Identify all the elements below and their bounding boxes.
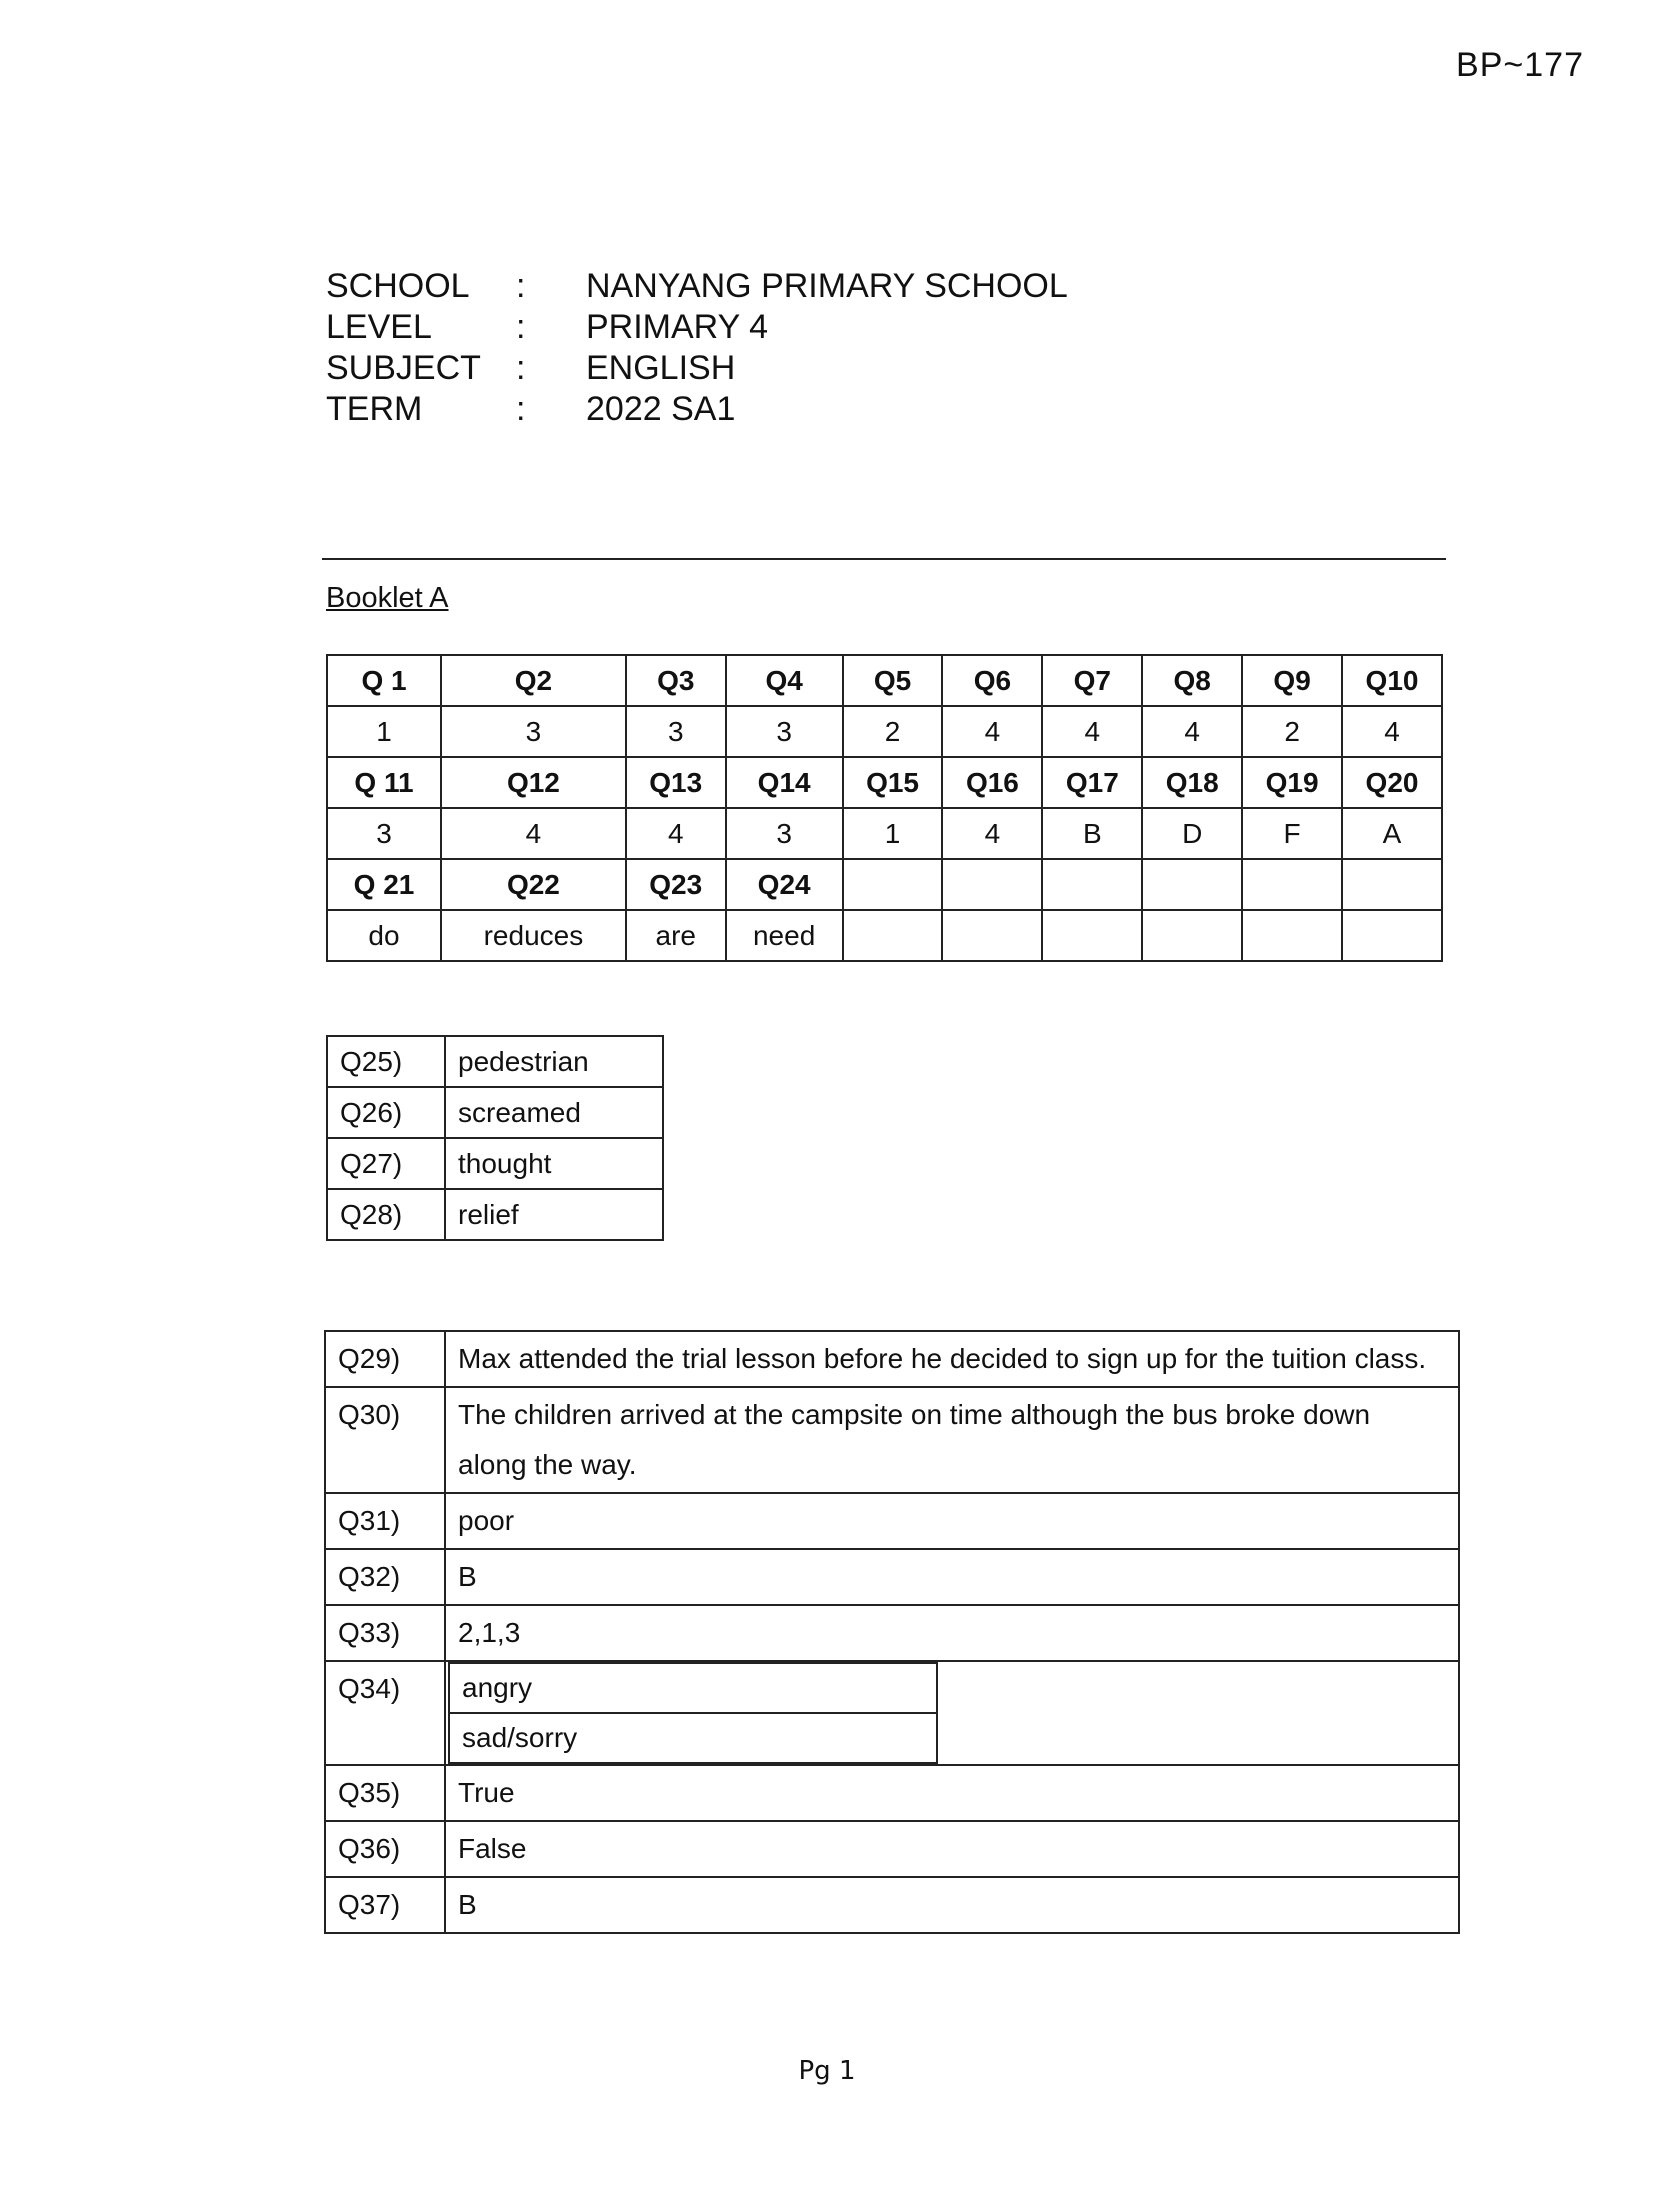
table-row bbox=[327, 1189, 663, 1240]
question-number: Q 21 bbox=[327, 859, 441, 910]
answer-cell: 3 bbox=[726, 706, 843, 757]
answer-cell: B bbox=[445, 1549, 1459, 1605]
info-value: PRIMARY 4 bbox=[586, 308, 769, 346]
answer-cell bbox=[1342, 910, 1442, 961]
answer-cell: poor bbox=[445, 1493, 1459, 1549]
question-number: Q16 bbox=[942, 757, 1042, 808]
answer-cell: are bbox=[626, 910, 726, 961]
answer-cell: pedestrian bbox=[445, 1036, 663, 1087]
table-row bbox=[325, 1549, 1459, 1605]
question-number: Q17 bbox=[1042, 757, 1142, 808]
table-row bbox=[327, 1036, 663, 1087]
question-number: Q 1 bbox=[327, 655, 441, 706]
answer-cell: 4 bbox=[942, 808, 1042, 859]
answer-cell bbox=[843, 910, 943, 961]
question-number: Q33) bbox=[325, 1605, 445, 1661]
question-number: Q9 bbox=[1242, 655, 1342, 706]
answer-cell: 3 bbox=[726, 808, 843, 859]
question-number: Q5 bbox=[843, 655, 943, 706]
question-number: Q10 bbox=[1342, 655, 1442, 706]
question-number bbox=[1342, 859, 1442, 910]
question-number: Q34) bbox=[325, 1661, 445, 1765]
question-number: Q26) bbox=[327, 1087, 445, 1138]
table-row bbox=[325, 1661, 1459, 1765]
table-row bbox=[327, 757, 1442, 808]
table-row bbox=[327, 655, 1442, 706]
question-number: Q3 bbox=[626, 655, 726, 706]
answer-cell: 2 bbox=[1242, 706, 1342, 757]
booklet-title: Booklet A bbox=[326, 582, 449, 614]
answer-cell: 1 bbox=[843, 808, 943, 859]
info-label: TERM bbox=[326, 390, 423, 428]
answer-cell: reduces bbox=[441, 910, 626, 961]
answer-cell: 3 bbox=[626, 706, 726, 757]
question-number: Q14 bbox=[726, 757, 843, 808]
answer-cell: 2 bbox=[843, 706, 943, 757]
question-number: Q12 bbox=[441, 757, 626, 808]
answer-cell: F bbox=[1242, 808, 1342, 859]
info-row-level bbox=[326, 307, 1068, 348]
vocab-table bbox=[326, 1035, 664, 1241]
question-number bbox=[1142, 859, 1242, 910]
question-number: Q7 bbox=[1042, 655, 1142, 706]
answer-cell: sad/sorry bbox=[449, 1713, 937, 1763]
question-number: Q27) bbox=[327, 1138, 445, 1189]
divider-rule bbox=[322, 558, 1446, 560]
question-number: Q18 bbox=[1142, 757, 1242, 808]
table-row bbox=[325, 1493, 1459, 1549]
table-row bbox=[327, 859, 1442, 910]
info-colon: : bbox=[516, 308, 526, 346]
answers-table bbox=[324, 1330, 1460, 1934]
info-row-school bbox=[326, 266, 1068, 307]
table-row bbox=[449, 1713, 937, 1763]
question-number: Q 11 bbox=[327, 757, 441, 808]
table-row bbox=[325, 1331, 1459, 1387]
question-number: Q13 bbox=[626, 757, 726, 808]
question-number bbox=[1042, 859, 1142, 910]
table-row bbox=[325, 1821, 1459, 1877]
question-number: Q22 bbox=[441, 859, 626, 910]
answer-cell bbox=[1242, 910, 1342, 961]
table-row bbox=[327, 1087, 663, 1138]
question-number: Q8 bbox=[1142, 655, 1242, 706]
question-number: Q4 bbox=[726, 655, 843, 706]
question-number bbox=[843, 859, 943, 910]
question-number bbox=[1242, 859, 1342, 910]
answer-cell: True bbox=[445, 1765, 1459, 1821]
answer-cell: 3 bbox=[327, 808, 441, 859]
info-label: SCHOOL bbox=[326, 267, 470, 305]
answer-cell: A bbox=[1342, 808, 1442, 859]
answer-cell bbox=[942, 910, 1042, 961]
answer-cell: 3 bbox=[441, 706, 626, 757]
answer-cell: need bbox=[726, 910, 843, 961]
answer-cell: B bbox=[1042, 808, 1142, 859]
answer-cell: 4 bbox=[1342, 706, 1442, 757]
question-number: Q31) bbox=[325, 1493, 445, 1549]
info-value: 2022 SA1 bbox=[586, 390, 736, 428]
page-number: Pg 1 bbox=[798, 2056, 856, 2086]
info-value: ENGLISH bbox=[586, 349, 736, 387]
answer-cell: screamed bbox=[445, 1087, 663, 1138]
info-value: NANYANG PRIMARY SCHOOL bbox=[586, 267, 1068, 305]
question-number: Q15 bbox=[843, 757, 943, 808]
question-number: Q37) bbox=[325, 1877, 445, 1933]
question-number: Q20 bbox=[1342, 757, 1442, 808]
question-number: Q6 bbox=[942, 655, 1042, 706]
answer-cell: 1 bbox=[327, 706, 441, 757]
q34-subtable bbox=[448, 1662, 938, 1764]
answer-cell bbox=[1142, 910, 1242, 961]
info-colon: : bbox=[516, 349, 526, 387]
table-row bbox=[325, 1605, 1459, 1661]
question-number: Q19 bbox=[1242, 757, 1342, 808]
answer-cell bbox=[1042, 910, 1142, 961]
answer-cell: D bbox=[1142, 808, 1242, 859]
answer-cell: 4 bbox=[1042, 706, 1142, 757]
question-number: Q2 bbox=[441, 655, 626, 706]
info-row-subject bbox=[326, 348, 1068, 389]
answer-cell: False bbox=[445, 1821, 1459, 1877]
question-number bbox=[942, 859, 1042, 910]
table-row bbox=[327, 808, 1442, 859]
question-number: Q24 bbox=[726, 859, 843, 910]
table-row bbox=[449, 1663, 937, 1713]
table-row bbox=[325, 1765, 1459, 1821]
info-label: LEVEL bbox=[326, 308, 432, 346]
answer-grid bbox=[326, 654, 1443, 962]
answer-cell: B bbox=[445, 1877, 1459, 1933]
question-number: Q32) bbox=[325, 1549, 445, 1605]
info-colon: : bbox=[516, 390, 526, 428]
answer-cell: 4 bbox=[441, 808, 626, 859]
table-row bbox=[327, 706, 1442, 757]
question-number: Q35) bbox=[325, 1765, 445, 1821]
info-colon: : bbox=[516, 267, 526, 305]
answer-cell: 4 bbox=[942, 706, 1042, 757]
info-row-term bbox=[326, 389, 1068, 430]
document-code: BP~177 bbox=[1456, 46, 1584, 84]
answer-cell: 4 bbox=[626, 808, 726, 859]
answer-cell: do bbox=[327, 910, 441, 961]
table-row bbox=[327, 910, 1442, 961]
answer-cell: thought bbox=[445, 1138, 663, 1189]
question-number: Q25) bbox=[327, 1036, 445, 1087]
answer-cell: 4 bbox=[1142, 706, 1242, 757]
question-number: Q23 bbox=[626, 859, 726, 910]
header-info bbox=[326, 266, 1068, 430]
table-row bbox=[325, 1877, 1459, 1933]
answer-cell: 2,1,3 bbox=[445, 1605, 1459, 1661]
table-row bbox=[327, 1138, 663, 1189]
answer-cell: The children arrived at the campsite on time although the bus broke down along the way. bbox=[445, 1387, 1459, 1493]
answer-cell bbox=[445, 1661, 1459, 1765]
question-number: Q28) bbox=[327, 1189, 445, 1240]
info-label: SUBJECT bbox=[326, 349, 481, 387]
question-number: Q36) bbox=[325, 1821, 445, 1877]
question-number: Q30) bbox=[325, 1387, 445, 1493]
answer-cell: Max attended the trial lesson before he decided to sign up for the tuition class. bbox=[445, 1331, 1459, 1387]
question-number: Q29) bbox=[325, 1331, 445, 1387]
answer-cell: relief bbox=[445, 1189, 663, 1240]
table-row bbox=[325, 1387, 1459, 1493]
answer-cell: angry bbox=[449, 1663, 937, 1713]
